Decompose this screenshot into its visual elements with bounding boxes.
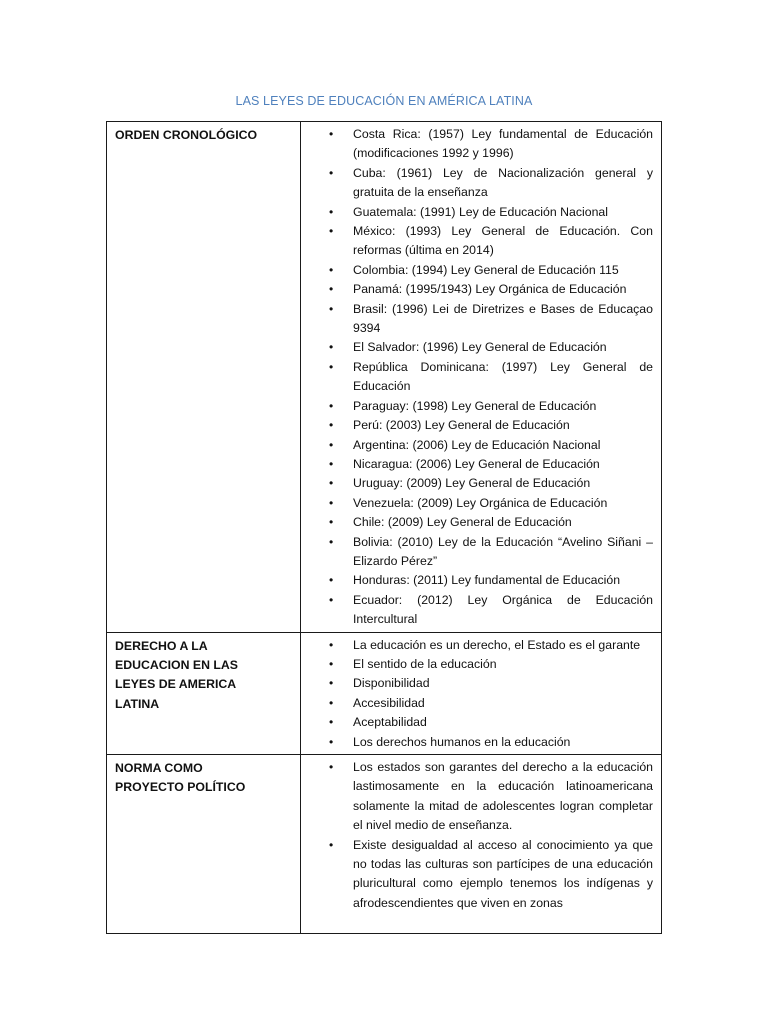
row-label: NORMA COMO PROYECTO POLÍTICO [115,761,246,795]
list-item [305,455,653,474]
list-item [305,733,653,752]
bullet-icon: • [329,495,334,510]
table-row [107,122,662,633]
bullet-icon: • [329,418,334,433]
list-item-text: Disponibilidad [353,676,430,691]
list-item [305,164,653,203]
list-item [305,203,653,222]
list-item [305,222,653,261]
list-item-text: Perú: (2003) Ley General de Educación [353,418,570,433]
bullet-icon: • [329,301,334,316]
table-row [107,755,662,934]
list-item [305,125,653,164]
bullet-icon: • [329,165,334,180]
list-item-text: Chile: (2009) Ley General de Educación [353,515,572,530]
bullet-icon: • [329,437,334,452]
row-content-cell [301,122,662,633]
list-item-text: Ecuador: (2012) Ley Orgánica de Educación Intercultural [353,592,653,627]
bullet-icon: • [329,456,334,471]
bullet-icon: • [329,476,334,491]
list-item-text: República Dominicana: (1997) Ley General de Educación [353,359,653,394]
list-item [305,758,653,836]
bullet-icon: • [329,262,334,277]
list-item [305,636,653,655]
list-item-text: Uruguay: (2009) Ley General de Educación [353,476,591,491]
list-item-text: Existe desigualdad al acceso al conocimiento ya que no todas las culturas son partícipes de una educación pluricultural como ejemplo tenemos los indígenas y afrodescendientes que viven en zonas [353,837,653,910]
bullet-icon: • [329,359,334,374]
list-item [305,261,653,280]
list-item [305,533,653,572]
list-item-text: Panamá: (1995/1943) Ley Orgánica de Educación [353,282,627,297]
row-label-cell [107,755,301,934]
bullet-list [305,125,653,630]
bullet-icon: • [329,695,334,710]
list-item [305,300,653,339]
bullet-icon: • [329,515,334,530]
list-item-text: Argentina: (2006) Ley de Educación Nacional [353,437,601,452]
bullet-icon: • [329,224,334,239]
list-item [305,713,653,732]
bullet-icon: • [329,592,334,607]
document-title: LAS LEYES DE EDUCACIÓN EN AMÉRICA LATINA [235,94,533,108]
list-item-text: Brasil: (1996) Lei de Diretrizes e Bases de Educaçao 9394 [353,301,653,336]
list-item-text: Accesibilidad [353,695,425,710]
list-item-text: El sentido de la educación [353,656,497,671]
list-item-text: Los derechos humanos en la educación [353,734,571,749]
bullet-icon: • [329,534,334,549]
list-item [305,358,653,397]
list-item [305,436,653,455]
list-item-text: Paraguay: (1998) Ley General de Educación [353,398,597,413]
row-label: DERECHO A LA EDUCACION EN LAS LEYES DE AMERICA LATINA [115,638,238,711]
bullet-icon: • [329,573,334,588]
list-item-text: Los estados son garantes del derecho a la educación lastimosamente en la educación latinoamericana solamente la mitad de adolescentes logran completar el nivel medio de enseñanza. [353,760,653,833]
bullet-icon: • [329,398,334,413]
list-item [305,694,653,713]
list-item-text: Honduras: (2011) Ley fundamental de Educación [353,573,621,588]
list-item-text: Bolivia: (2010) Ley de la Educación “Avelino Siñani – Elizardo Pérez” [353,534,653,568]
bullet-icon: • [329,715,334,730]
bullet-list [305,758,653,913]
list-item-text: Aceptabilidad [353,715,427,730]
list-item [305,674,653,693]
list-item [305,571,653,590]
list-item-text: El Salvador: (1996) Ley General de Educación [353,340,607,355]
list-item [305,836,653,914]
list-item-text: Nicaragua: (2006) Ley General de Educación [353,456,600,471]
row-label: ORDEN CRONOLÓGICO [115,128,258,142]
list-item [305,513,653,532]
bullet-icon: • [329,734,334,749]
list-item [305,338,653,357]
list-item-text: Colombia: (1994) Ley General de Educación 115 [353,262,619,277]
list-item-text: La educación es un derecho, el Estado es el garante [353,637,641,652]
table-row [107,632,662,754]
list-item-text: México: (1993) Ley General de Educación. Con reformas (última en 2014) [353,224,653,258]
bullet-icon: • [329,340,334,355]
bullet-icon: • [329,282,334,297]
bullet-icon: • [329,637,334,652]
row-label-cell [107,632,301,754]
bullet-icon: • [329,656,334,671]
list-item [305,474,653,493]
bullet-icon: • [329,127,334,141]
bullet-icon: • [329,837,334,852]
row-content-cell [301,632,662,754]
bullet-icon: • [329,760,334,774]
list-item [305,655,653,674]
list-item [305,416,653,435]
list-item-text: Costa Rica: (1957) Ley fundamental de Educación (modificaciones 1992 y 1996) [353,127,653,161]
table-body [107,122,662,934]
list-item-text: Guatemala: (1991) Ley de Educación Nacional [353,204,608,219]
list-item [305,280,653,299]
row-label-cell [107,122,301,633]
bullet-list [305,636,653,752]
list-item-text: Venezuela: (2009) Ley Orgánica de Educación [353,495,608,510]
list-item-text: Cuba: (1961) Ley de Nacionalización general y gratuita de la enseñanza [353,165,653,200]
list-item [305,591,653,630]
list-item [305,494,653,513]
row-content-cell [301,755,662,934]
bullet-icon: • [329,204,334,219]
education-laws-table [106,121,662,934]
bullet-icon: • [329,676,334,691]
list-item [305,397,653,416]
